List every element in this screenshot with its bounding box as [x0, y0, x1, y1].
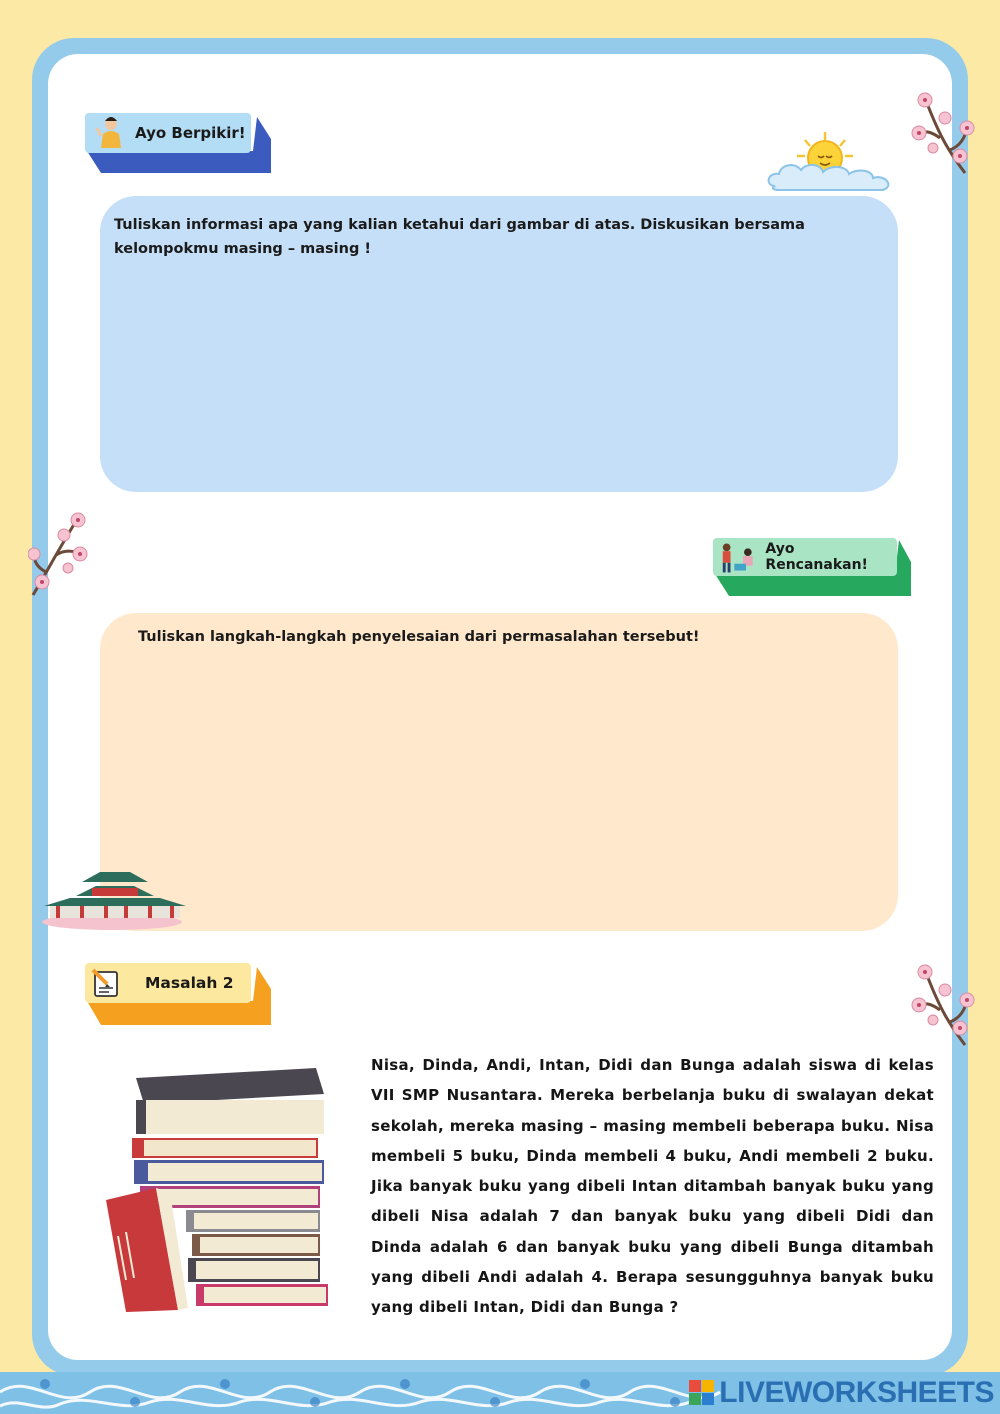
- tag-label: Ayo Berpikir!: [135, 124, 246, 142]
- live-logo-icon: [689, 1380, 715, 1406]
- tag-label: Ayo Rencanakan!: [765, 541, 868, 573]
- tag-ayo-rencanakan: [713, 538, 913, 598]
- cherry-blossom-icon: [28, 510, 90, 600]
- tag-ayo-berpikir: [85, 113, 275, 177]
- problem-text: Nisa, Dinda, Andi, Intan, Didi dan Bunga adalah siswa di kelas VII SMP Nusantara. Mereka berbelanja buku di swalayan dekat sekolah, mereka masing – masing membeli beberapa buku. Nisa membeli 5 buku, Dinda membeli 4 buku, Andi membeli 2 buku. Jika banyak buku yang dibeli Intan ditambah banyak buku yang dibeli Nisa adalah 7 dan banyak buku yang dibeli Didi dan Dinda adalah 6 dan banyak buku yang dibeli Bunga ditambah yang dibeli Andi adalah 4. Berapa sesungguhnya banyak buku yang dibeli Intan, Didi dan Bunga ?: [371, 1056, 934, 1317]
- liveworksheets-logo: [689, 1376, 994, 1410]
- book-stack-icon: [96, 1060, 336, 1316]
- plan-answer-box[interactable]: [100, 613, 898, 931]
- pencil-paper-icon: [89, 966, 123, 1000]
- palace-icon: [40, 868, 190, 932]
- plan-prompt: Tuliskan langkah-langkah penyelesaian dari permasalahan tersebut!: [138, 629, 700, 645]
- brand-name[interactable]: LIVEWORKSHEETS: [719, 1376, 994, 1409]
- people-planning-icon: [717, 540, 759, 574]
- sun-cloud-icon: [765, 128, 900, 198]
- cherry-blossom-icon: [905, 88, 975, 178]
- boy-thinking-icon: [93, 114, 129, 152]
- tag-masalah-2: [85, 963, 275, 1027]
- tag-label: Masalah 2: [145, 974, 234, 992]
- cherry-blossom-icon: [905, 960, 975, 1050]
- think-prompt: Tuliskan informasi apa yang kalian ketahui dari gambar di atas. Diskusikan bersama kelompokmu masing – masing !: [114, 217, 805, 257]
